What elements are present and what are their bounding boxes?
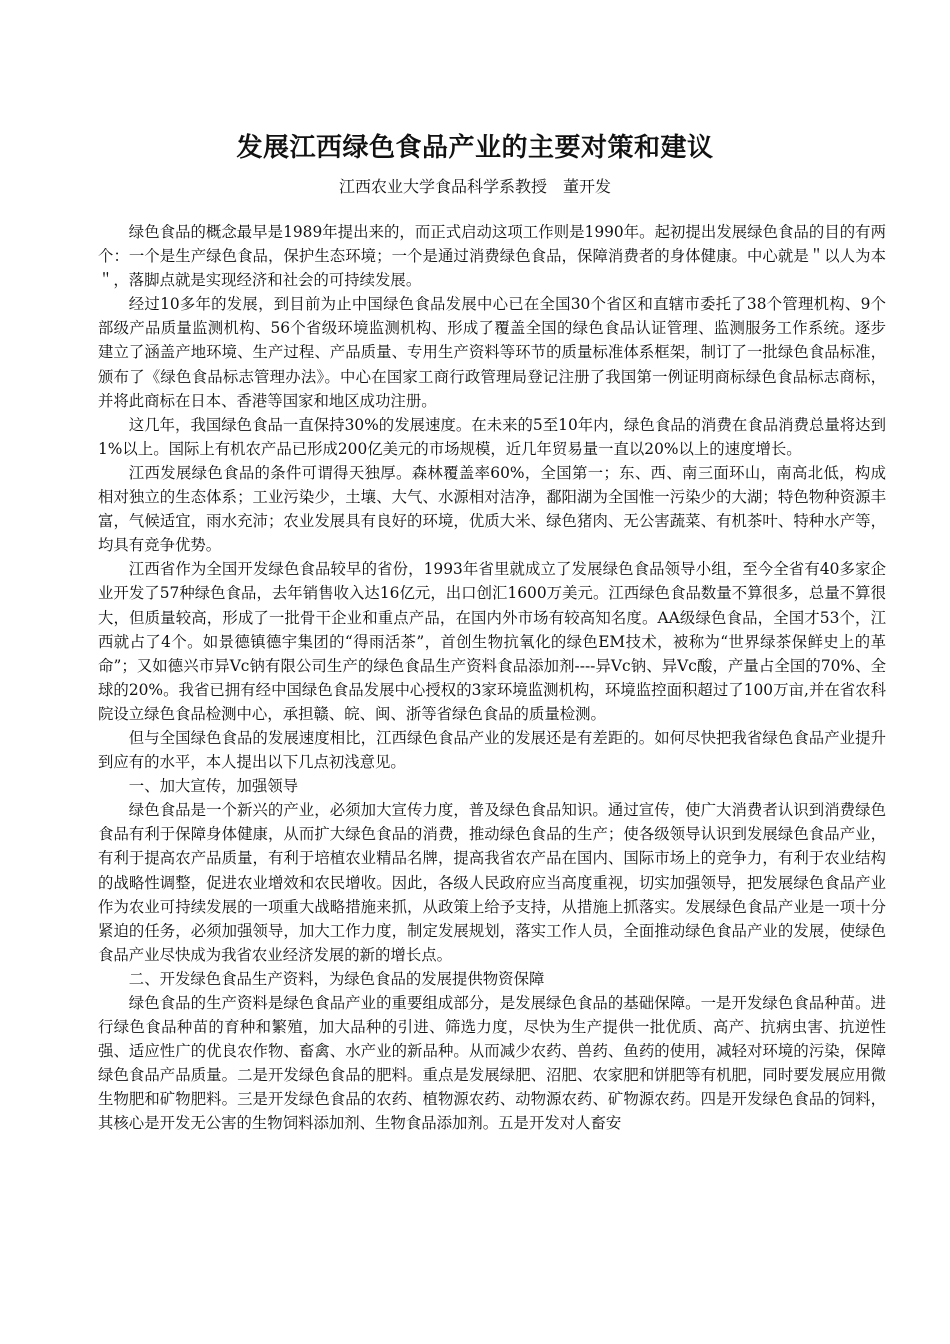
page-title: 发展江西绿色食品产业的主要对策和建议 <box>236 133 714 163</box>
paragraph: 绿色食品的概念最早是1989年提出来的，而正式启动这项工作则是1990年。起初提出发展绿色食品的目的有两个：一个是生产绿色食品，保护生态环境；一个是通过消费绿色食品，保障消费者的身体健康。中心就是＂以人为本＂，落脚点就是实现经济和社会的可持续发展。 <box>98 223 886 290</box>
section-heading: 二、开发绿色食品生产资料，为绿色食品的发展提供物资保障 <box>128 969 545 988</box>
paragraph: 这几年，我国绿色食品一直保持30%的发展速度。在未来的5至10年内，绿色食品的消费在食品消费总量将达到1%以上。国际上有机农产品已形成200亿美元的市场规模，近几年贸易量一直以20%以上的速度增长。 <box>98 415 886 458</box>
paragraph: 绿色食品是一个新兴的产业，必须加大宣传力度，普及绿色食品知识。通过宣传，使广大消费者认识到消费绿色食品有利于保障身体健康，从而扩大绿色食品的消费，推动绿色食品的生产；使各级领导认识到发展绿色食品产业，有利于提高农产品质量，有利于培植农业精品名牌，提高我省农产品在国内、国际市场上的竞争力，有利于农业结构的战略性调整，促进农业增效和农民增收。因此，各级人民政府应当高度重视，切实加强领导，把发展绿色食品产业作为农业可持续发展的一项重大战略措施来抓，从政策上给予支持，从措施上抓落实。发展绿色食品产业是一项十分紧迫的任务，必须加强领导，加大工作力度，制定发展规划，落实工作人员，全面推动绿色食品产业的发展，使绿色食品产业尽快成为我省农业经济发展的新的增长点。 <box>98 801 886 964</box>
paragraph: 江西省作为全国开发绿色食品较早的省份，1993年省里就成立了发展绿色食品领导小组，至今全省有40多家企业开发了57种绿色食品，去年销售收入达16亿元，出口创汇1600万美元。江西绿色食品数量不算很多，总量不算很大，但质量较高，形成了一批骨干企业和重点产品，在国内外市场有较高知名度。AA级绿色食品，全国才53个，江西就占了4个。如景德镇德宇集团的“得雨活茶”，首创生物抗氧化的绿色EM技术，被称为“世界绿茶保鲜史上的革命”；又如德兴市异Vc钠有限公司生产的绿色食品生产资料食品添加剂----异Vc钠、异Vc酸，产量占全国的70%、全球的20%。我省已拥有经中国绿色食品发展中心授权的3家环境监测机构，环境监控面积超过了100万亩,并在省农科院设立绿色食品检测中心，承担赣、皖、闽、浙等省绿色食品的质量检测。 <box>98 560 886 723</box>
paragraph: 经过10多年的发展，到目前为止中国绿色食品发展中心已在全国30个省区和直辖市委托了38个管理机构、9个部级产品质量监测机构、56个省级环境监测机构、形成了覆盖全国的绿色食品认证管理、监测服务工作系统。逐步建立了涵盖产地环境、生产过程、产品质量、专用生产资料等环节的质量标准体系框架，制订了一批绿色食品标准，颁布了《绿色食品标志管理办法》。中心在国家工商行政管理局登记注册了我国第一例证明商标绿色食品标志商标，并将此商标在日本、香港等国家和地区成功注册。 <box>98 295 886 410</box>
author-line: 江西农业大学食品科学系教授 董开发 <box>338 177 611 196</box>
paragraph: 绿色食品的生产资料是绿色食品产业的重要组成部分，是发展绿色食品的基础保障。一是开发绿色食品种苗。进行绿色食品种苗的育种和繁殖，加大品种的引进、筛选力度，尽快为生产提供一批优质、高产、抗病虫害、抗逆性强、适应性广的优良农作物、畜禽、水产业的新品种。从而减少农药、兽药、鱼药的使用，减轻对环境的污染，保障绿色食品产品质量。二是开发绿色食品的肥料。重点是发展绿肥、沼肥、农家肥和饼肥等有机肥，同时要发展应用微生物肥和矿物肥料。三是开发绿色食品的农药、植物源农药、动物源农药、矿物源农药。四是开发绿色食品的饲料，其核心是开发无公害的生物饲料添加剂、生物食品添加剂。五是开发对人畜安 <box>98 994 886 1133</box>
article-body <box>98 220 886 1136</box>
paragraph: 但与全国绿色食品的发展速度相比，江西绿色食品产业的发展还是有差距的。如何尽快把我省绿色食品产业提升到应有的水平，本人提出以下几点初浅意见。 <box>98 728 886 772</box>
section-heading: 一、加大宣传，加强领导 <box>128 777 299 796</box>
paragraph: 江西发展绿色食品的条件可谓得天独厚。森林覆盖率60%，全国第一；东、西、南三面环山，南高北低，构成相对独立的生态体系；工业污染少，土壤、大气、水源相对洁净，鄱阳湖为全国惟一污染少的大湖；特色物种资源丰富，气候适宜，雨水充沛；农业发展具有良好的环境，优质大米、绿色猪肉、无公害蔬菜、有机茶叶、特种水产等，均具有竞争优势。 <box>98 463 886 555</box>
